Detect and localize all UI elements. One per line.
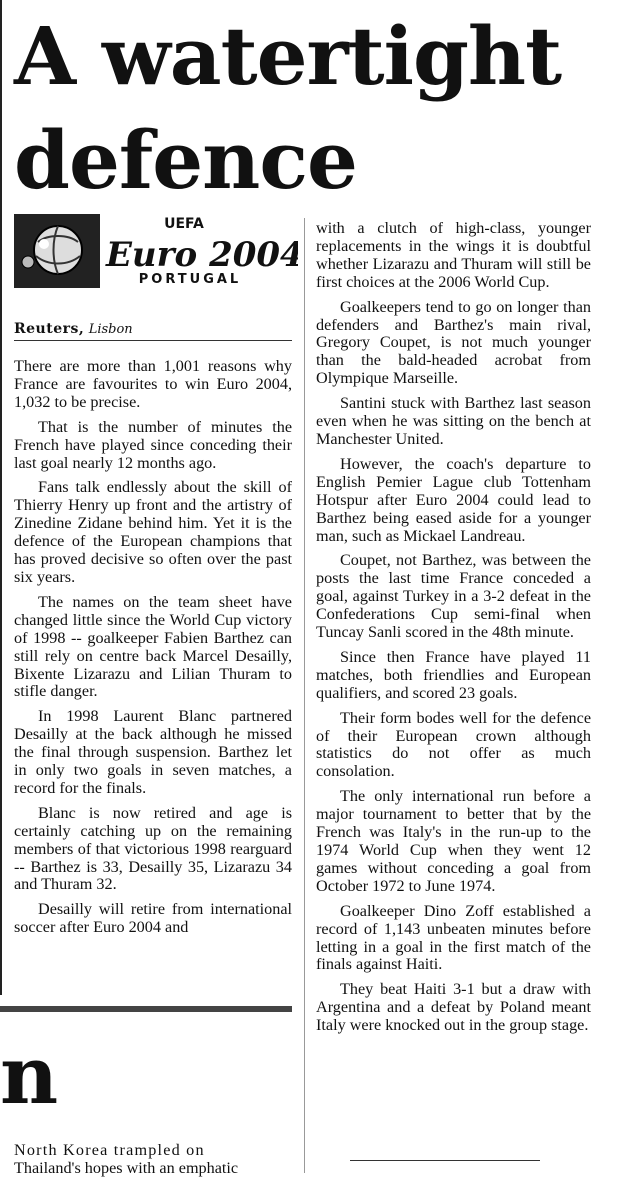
paragraph: Goalkeeper Dino Zoff established a record of 1,143 unbeaten minutes before letting in a goal in the first match of the finals against Haiti. [316,901,591,974]
paragraph: Since then France have played 11 matches, both friendlies and European qualifiers, and scored 23 goals. [316,647,591,702]
paragraph: Fans talk endlessly about the skill of Thierry Henry up front and the artistry of Zinedine Zidane behind him. Yet it is the defence of the European champions that has proved decisive so often over the past six years. [14,478,292,586]
article-headline: A watertight defence [14,9,562,207]
article-end-rule [350,1160,540,1161]
byline [14,320,292,339]
paragraph: Their form bodes well for the defence of their European crown although statistics do not offer as much consolation. [316,708,591,781]
next-article-line: North Korea trampled on [14,1141,205,1159]
page-left-rule [0,0,2,995]
paragraph: Goalkeepers tend to go on longer than defenders and Barthez's main rival, Gregory Coupet, is not much younger than the bald-headed acrobat from Olympique Marseille. [316,297,591,388]
article-column-2 [316,220,591,1150]
byline-agency: Reuters, [14,321,85,337]
byline-place: Lisbon [88,322,133,337]
paragraph: Santini stuck with Barthez last season even when he was sitting on the bench at Manchester United. [316,394,591,448]
paragraph: with a clutch of high-class, younger replacements in the wings it is doubtful whether Lizarazu and Thuram will still be first choices at the 2006 World Cup. [316,220,591,291]
paragraph: The names on the team sheet have changed little since the World Cup victory of 1998 -- goalkeeper Fabien Barthez can still rely on centre back Marcel Desailly, Bixente Lizarazu and Lilian Thuram to stifle danger. [14,592,292,701]
logo-top-text: UEFA [164,216,204,232]
section-divider [0,1006,292,1012]
euro-2004-logo [14,212,298,288]
paragraph: There are more than 1,001 reasons why France are favourites to win Euro 2004, 1,032 to be precise. [14,358,292,411]
article-column-1 [14,358,292,988]
column-divider [304,218,305,1173]
paragraph: That is the number of minutes the French have played since conceding their last goal nearly 12 months ago. [14,417,292,472]
paragraph: Coupet, not Barthez, was between the posts the last time France conceded a goal, against Turkey in a 3-2 defeat in the Confederations Cup semi-final when Tuncay Sanli scored in the 48th minute. [316,551,591,642]
logo-sub-text: PORTUGAL [138,272,242,287]
paragraph: Blanc is now retired and age is certainly catching up on the remaining members of that victorious 1998 rearguard -- Barthez is 33, Desailly 35, Lizarazu 34 and Thuram 32. [14,803,292,894]
next-article-headline-fragment: n [0,1028,59,1122]
next-article-line: Thailand's hopes with an emphatic [14,1159,239,1177]
paragraph: They beat Haiti 3-1 but a draw with Argentina and a defeat by Poland meant Italy were knocked out in the group stage. [316,980,591,1035]
paragraph: The only international run before a major tournament to better that by the French was Italy's in the run-up to the 1974 World Cup when they went 12 games without conceding a goal from October 1972 to June 1974. [316,787,591,895]
paragraph: Desailly will retire from international soccer after Euro 2004 and [14,900,292,937]
paragraph: In 1998 Laurent Blanc partnered Desailly at the back although he missed the final through suspension. Barthez let in only two goals in seven matches, a record for the finals. [14,707,292,797]
paragraph: However, the coach's departure to English Pemier Lague club Tottenham Hotspur after Euro 2004 could lead to Barthez being eased aside for a younger man, such as Mickael Landreau. [316,454,591,545]
logo-main-text: Euro 2004 [106,235,298,275]
byline-rule [14,340,292,341]
